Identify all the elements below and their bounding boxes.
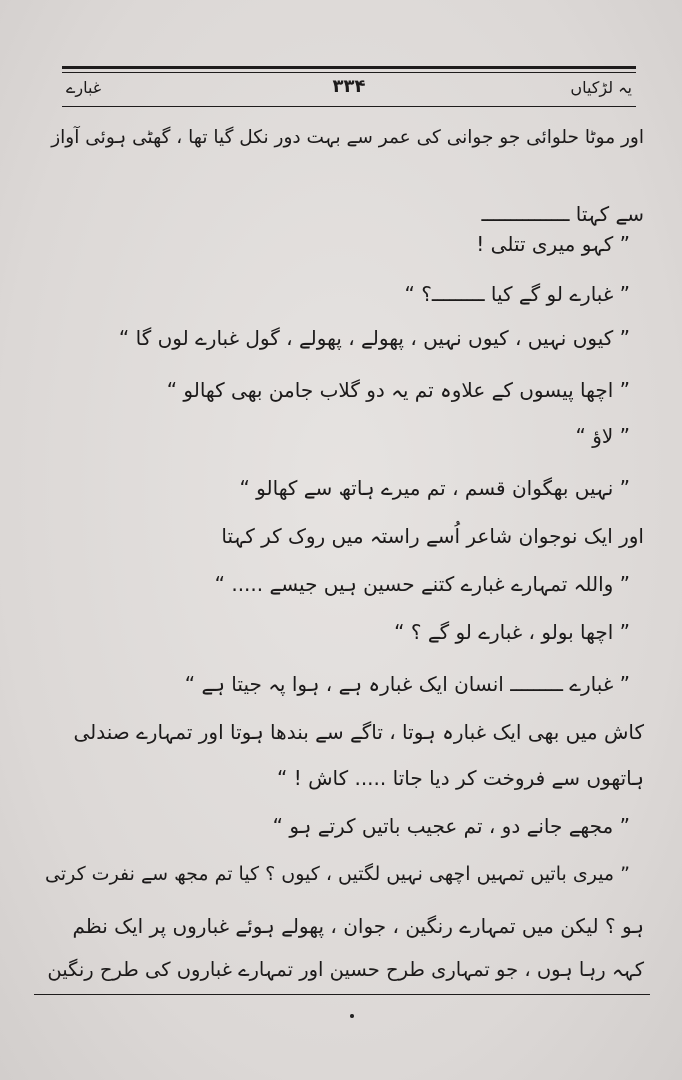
header-rule-thick bbox=[62, 66, 636, 69]
text-line: ” اچھا پیسوں کے علاوہ تم یہ دو گلاب جامن بھی کھالو “ bbox=[166, 378, 630, 402]
text-line: ” میری باتیں تمہیں اچھی نہیں لگتیں ، کیوں ؟ کیا تم مجھ سے نفرت کرتی bbox=[44, 863, 630, 885]
footer-dot bbox=[350, 1014, 354, 1018]
text-line: ” غبارے ـــــــــ انسان ایک غبارہ ہے ، ہوا پہ جیتا ہے “ bbox=[184, 672, 630, 696]
header-underline bbox=[62, 106, 636, 107]
text-line: ” غبارے لو گے کیا ـــــــــ؟ “ bbox=[404, 282, 630, 306]
running-head bbox=[66, 78, 632, 104]
text-line: ” نہیں بھگوان قسم ، تم میرے ہاتھ سے کھالو “ bbox=[239, 476, 630, 500]
footer-rule bbox=[34, 994, 650, 995]
page-number: ۳۳۴ bbox=[332, 76, 366, 97]
text-line: ” لاؤ “ bbox=[575, 424, 630, 448]
text-line: ” کیوں نہیں ، کیوں نہیں ، پھولے ، پھولے ، گول غبارے لوں گا “ bbox=[118, 326, 630, 350]
text-line: کہہ رہا ہوں ، جو تمہاری طرح حسین اور تمہارے غباروں کی طرح رنگین bbox=[47, 958, 644, 981]
header-rule-thin bbox=[62, 72, 636, 73]
text-line: اور ایک نوجوان شاعر اُسے راستہ میں روک کر کہتا bbox=[221, 524, 644, 548]
text-line: اور موٹا حلوائی جو جوانی کی عمر سے بہت دور نکل گیا تھا ، گھٹی ہوئی آواز bbox=[51, 127, 644, 148]
text-line: کاش میں بھی ایک غبارہ ہوتا ، تاگے سے بندھا ہوتا اور تمہارے صندلی bbox=[73, 720, 644, 744]
text-line: ہاتھوں سے فروخت کر دیا جاتا ..... کاش ! “ bbox=[276, 766, 644, 790]
text-line: ” کہو میری تتلی ! bbox=[476, 232, 630, 256]
text-line: ” اچھا بولو ، غبارے لو گے ؟ “ bbox=[394, 620, 630, 644]
text-line: ہو ؟ لیکن میں تمہارے رنگین ، جوان ، پھولے ہوئے غباروں پر ایک نظم bbox=[72, 914, 644, 938]
chapter-title: غبارے bbox=[66, 78, 102, 97]
book-title: یہ لڑکیاں bbox=[570, 78, 632, 97]
text-line: سے کہتا ـــــــــــــــ bbox=[481, 202, 644, 226]
text-line: ” واللہ تمہارے غبارے کتنے حسین ہیں جیسے ..... “ bbox=[214, 572, 630, 596]
text-line: ” مجھے جانے دو ، تم عجیب باتیں کرتے ہو “ bbox=[272, 814, 630, 838]
